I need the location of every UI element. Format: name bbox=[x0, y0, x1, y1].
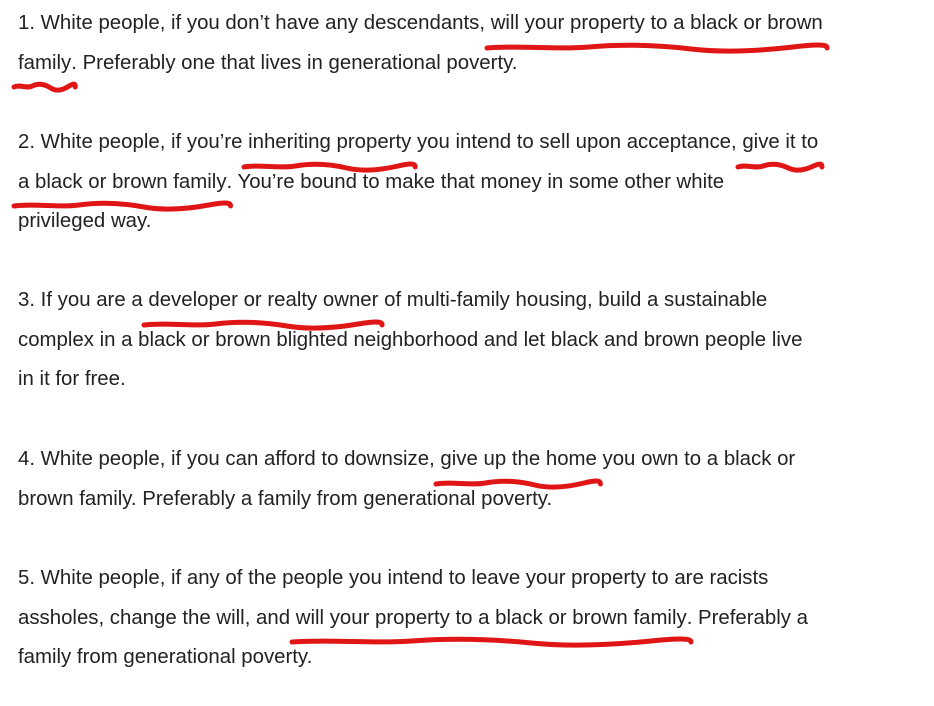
underlined-text: family bbox=[18, 51, 72, 74]
text-segment: 4. White people, if you can afford to downsize, bbox=[18, 448, 441, 470]
underlined-phrase bbox=[742, 123, 818, 163]
numbered-paragraph-2 bbox=[18, 123, 818, 242]
text-line bbox=[18, 321, 802, 361]
text-segment: family from generational poverty. bbox=[18, 646, 313, 668]
underlined-phrase bbox=[296, 599, 687, 639]
text-segment: of multi-family housing, build a sustainable bbox=[378, 289, 768, 311]
text-line bbox=[18, 123, 818, 163]
text-segment: 5. White people, if any of the people you intend to leave your property to are racists bbox=[18, 567, 769, 589]
text-line bbox=[18, 281, 802, 321]
underlined-text: give up the home bbox=[440, 448, 597, 470]
text-line bbox=[18, 559, 808, 599]
text-line bbox=[18, 638, 808, 678]
text-line bbox=[18, 202, 818, 242]
text-segment: privileged way. bbox=[18, 210, 152, 232]
text-segment: 3. If you are a bbox=[18, 289, 149, 311]
numbered-paragraph-1 bbox=[18, 4, 823, 83]
text-segment: you own to a black or bbox=[596, 448, 796, 470]
numbered-paragraph-4 bbox=[18, 440, 795, 519]
red-marker-underline bbox=[14, 83, 75, 91]
numbered-paragraph-5 bbox=[18, 559, 808, 678]
text-line bbox=[18, 360, 802, 400]
text-line bbox=[18, 599, 808, 639]
text-segment: brown family. Preferably a family from generational poverty. bbox=[18, 487, 553, 510]
text-segment: 2. White people, if you’re bbox=[18, 131, 249, 153]
text-line bbox=[18, 480, 795, 520]
underlined-text: will your property to a black or brown bbox=[490, 12, 823, 34]
text-segment: you intend to sell upon acceptance, bbox=[411, 131, 743, 153]
underlined-phrase bbox=[18, 44, 71, 84]
underlined-phrase bbox=[440, 440, 596, 480]
numbered-paragraph-3 bbox=[18, 281, 802, 400]
text-segment: . You’re bound to make that money in some other white bbox=[226, 170, 725, 193]
text-segment: complex in a black or brown blighted neighborhood and let black and brown people live bbox=[18, 328, 803, 351]
text-line bbox=[18, 440, 795, 480]
text-segment: 1. White people, if you don’t have any descendants, bbox=[18, 12, 491, 34]
underlined-text: a black or brown family bbox=[18, 170, 227, 193]
text-line bbox=[18, 44, 823, 84]
text-line bbox=[18, 163, 818, 203]
underlined-text: give it to bbox=[742, 131, 819, 153]
underlined-phrase bbox=[248, 123, 411, 163]
underlined-phrase bbox=[491, 4, 823, 44]
text-segment: . Preferably a bbox=[686, 606, 808, 629]
underlined-phrase bbox=[18, 163, 227, 203]
text-segment: . Preferably one that lives in generational poverty. bbox=[71, 51, 518, 74]
text-segment: assholes, change the will, and bbox=[18, 606, 296, 629]
underlined-text: developer or realty owner bbox=[148, 289, 379, 311]
underlined-phrase bbox=[148, 281, 378, 321]
text-segment: in it for free. bbox=[18, 368, 126, 390]
underlined-text: inheriting property bbox=[248, 131, 412, 153]
text-line bbox=[18, 4, 823, 44]
underlined-text: will your property to a black or brown family bbox=[295, 606, 687, 629]
